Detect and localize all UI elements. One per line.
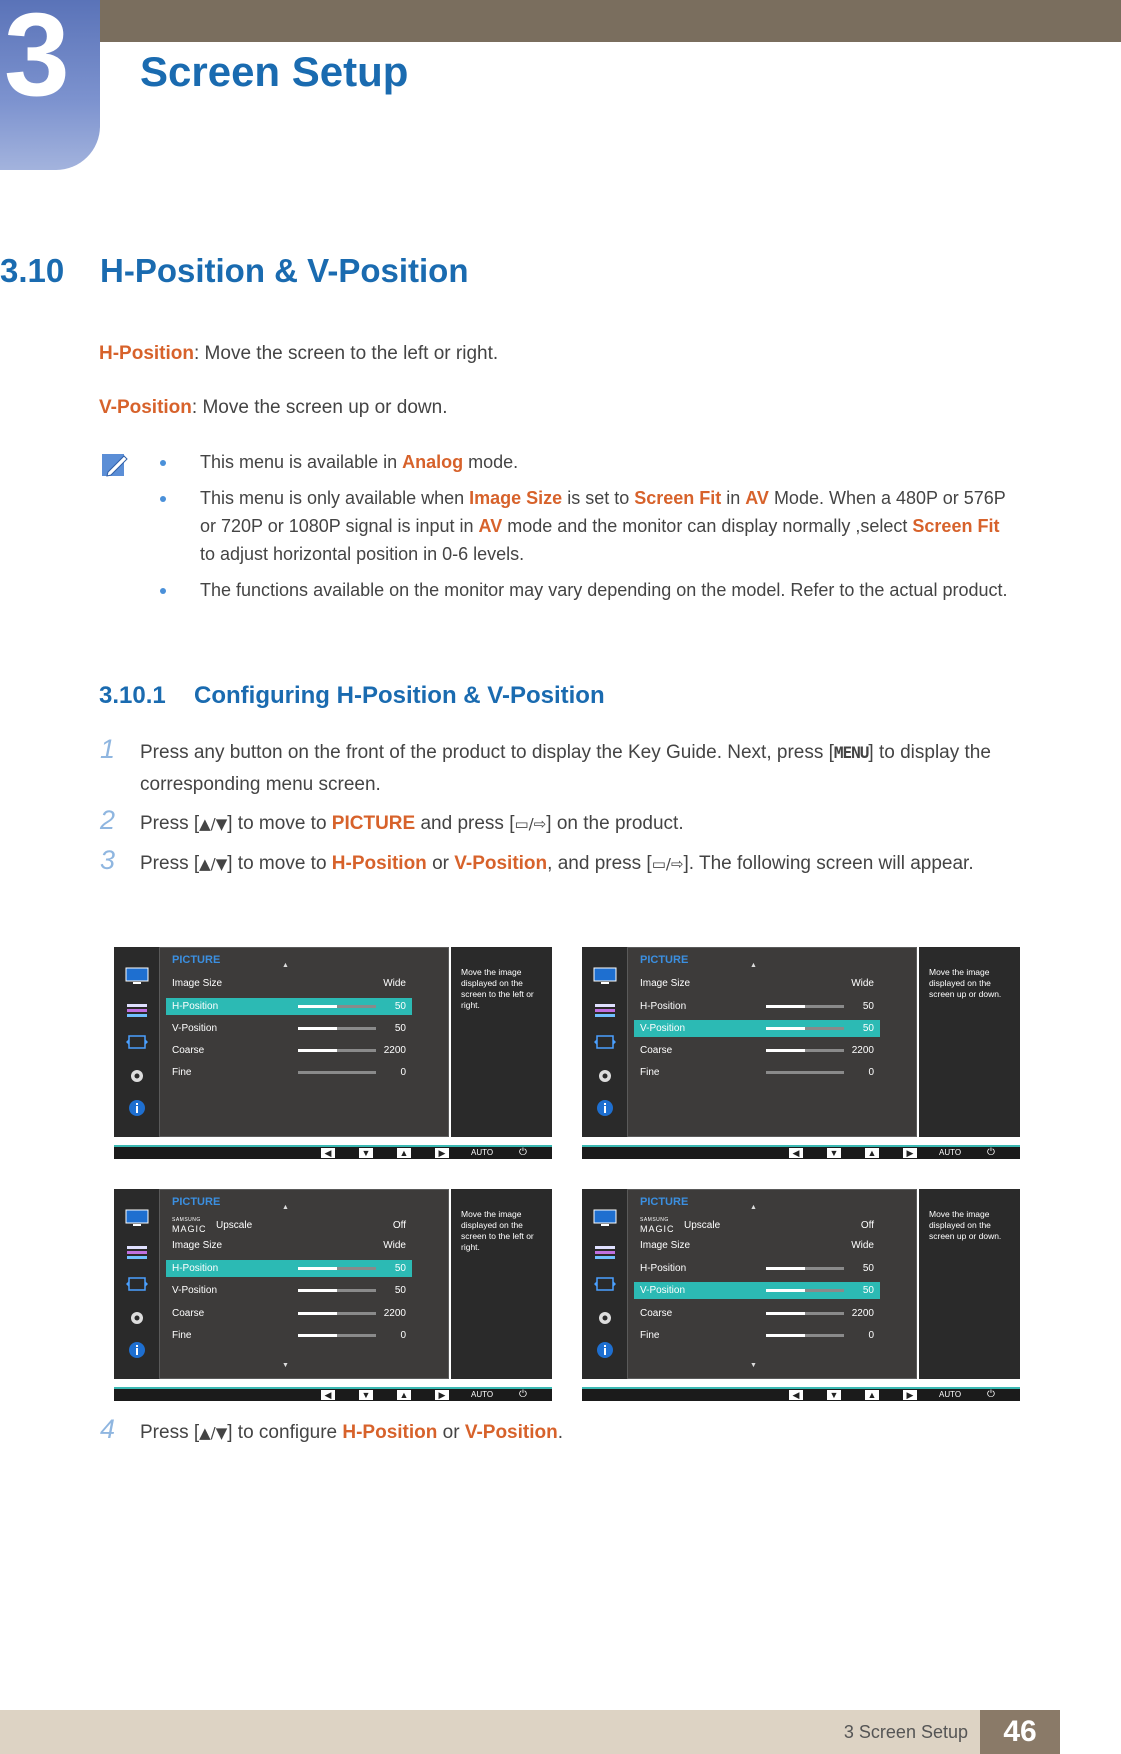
section-number: 3.10 [0, 252, 65, 289]
info-icon [125, 1341, 149, 1359]
right-key-icon[interactable]: ▶ [435, 1390, 449, 1400]
position-icon [593, 1275, 617, 1293]
osd-row-fine[interactable]: Fine 0 [172, 1067, 406, 1078]
info-icon [125, 1099, 149, 1117]
osd-key-guide [582, 1387, 1020, 1401]
slider-fill [766, 1312, 805, 1315]
slider-track[interactable] [766, 1289, 844, 1292]
osd-help-panel [919, 947, 1020, 1137]
osd-menu-panel [627, 947, 917, 1137]
osd-menu-panel [159, 947, 449, 1137]
slider-track[interactable] [766, 1049, 844, 1052]
slider-track[interactable] [298, 1334, 376, 1337]
up-key-icon[interactable]: ▲ [865, 1148, 879, 1158]
chapter-badge [0, 0, 100, 170]
scroll-down-icon: ▼ [282, 1362, 289, 1369]
page-number: 46 [980, 1710, 1060, 1754]
auto-key[interactable]: AUTO [471, 1390, 494, 1399]
slider-fill [298, 1005, 337, 1008]
note-icon [100, 450, 130, 480]
left-key-icon[interactable]: ◀ [789, 1390, 803, 1400]
scroll-down-icon: ▼ [750, 1362, 757, 1369]
chapter-title: Screen Setup [140, 48, 409, 95]
def-v-position [99, 397, 448, 419]
slider-fill [298, 1312, 337, 1315]
left-key-icon[interactable]: ◀ [321, 1148, 335, 1158]
samsung-logo: SAMSUNG [640, 1217, 669, 1223]
monitor-icon [125, 967, 149, 985]
right-key-icon[interactable]: ▶ [903, 1390, 917, 1400]
up-key-icon[interactable]: ▲ [397, 1148, 411, 1158]
osd-menu-title: PICTURE [640, 1196, 689, 1208]
chapter-number: 3 [4, 0, 70, 121]
power-icon[interactable]: ⏻ [987, 1147, 995, 1158]
gear-icon [125, 1309, 149, 1327]
up-key-icon[interactable]: ▲ [397, 1390, 411, 1400]
osd-row-h-position[interactable]: H-Position 50 [166, 1260, 412, 1277]
osd-key-guide [114, 1145, 552, 1159]
menu-key-icon: MENU [833, 743, 869, 762]
monitor-icon [125, 1209, 149, 1227]
footer-chapter-label: 3 Screen Setup [843, 1722, 968, 1742]
slider-track[interactable] [766, 1027, 844, 1030]
osd-menu-title: PICTURE [172, 1196, 221, 1208]
def-text: : Move the screen up or down. [191, 397, 448, 418]
slider-fill [298, 1334, 337, 1337]
osd-row-image-size[interactable]: Image Size Wide [640, 978, 874, 989]
gear-icon [125, 1067, 149, 1085]
slider-fill [766, 1049, 805, 1052]
slider-track[interactable] [298, 1005, 376, 1008]
osd-key-guide [114, 1387, 552, 1401]
osd-help-panel [451, 1189, 552, 1379]
right-key-icon[interactable]: ▶ [903, 1148, 917, 1158]
osd-row-fine[interactable]: Fine 0 [640, 1330, 874, 1341]
osd-help-text: Move the image displayed on the screen to the left or right. [461, 967, 534, 1010]
color-icon [593, 1243, 617, 1261]
osd-row-v-position[interactable]: V-Position 50 [634, 1282, 880, 1299]
term-h-position: H-Position [99, 343, 194, 364]
info-icon [593, 1099, 617, 1117]
slider-track[interactable] [298, 1289, 376, 1292]
osd-help-text: Move the image displayed on the screen up or down. [929, 1209, 1002, 1241]
step-number: 3 [100, 845, 116, 875]
magic-logo: MAGIC [172, 1224, 207, 1234]
position-icon [125, 1275, 149, 1293]
scroll-up-icon: ▲ [750, 1204, 757, 1211]
note-item: The functions available on the monitor may vary depending on the model. Refer to the actual product. [160, 576, 1010, 604]
osd-row-coarse[interactable]: Coarse 2200 [172, 1308, 406, 1319]
step-4: 4 Press [▲/▼] to configure H-Position or V-Position. [100, 1417, 1030, 1449]
osd-icon-column [114, 947, 159, 1137]
info-icon [593, 1341, 617, 1359]
osd-row-h-position[interactable]: H-Position 50 [166, 998, 412, 1015]
color-icon [125, 1001, 149, 1019]
osd-row-coarse[interactable]: Coarse 2200 [640, 1308, 874, 1319]
osd-screen-v-1 [582, 947, 1020, 1159]
subsection-title [99, 682, 605, 710]
term-v-position: V-Position [99, 397, 192, 418]
left-key-icon[interactable]: ◀ [789, 1148, 803, 1158]
osd-row-coarse[interactable]: Coarse 2200 [172, 1045, 406, 1056]
step-1: 1 Press any button on the front of the product to display the Key Guide. Next, press [MENU] to display the corresponding menu screen. [100, 734, 991, 795]
osd-menu-title: PICTURE [640, 954, 689, 966]
osd-help-panel [451, 947, 552, 1137]
osd-row-image-size[interactable]: Image Size Wide [640, 1240, 874, 1251]
slider-fill [298, 1027, 337, 1030]
color-icon [593, 1001, 617, 1019]
subsection-number: 3.10.1 [99, 682, 166, 709]
right-key-icon[interactable]: ▶ [435, 1148, 449, 1158]
note-item: This menu is available in Analog mode. [160, 448, 1010, 476]
slider-fill [766, 1267, 805, 1270]
slider-fill [766, 1005, 805, 1008]
osd-row-h-position[interactable]: H-Position 50 [640, 1001, 874, 1012]
scroll-up-icon: ▲ [282, 962, 289, 969]
osd-screen-v-2 [582, 1189, 1020, 1401]
scroll-up-icon: ▲ [750, 962, 757, 969]
osd-screen-h-1 [114, 947, 552, 1159]
note-item: This menu is only available when Image Size is set to Screen Fit in AV Mode. When a 480P or 576P or 720P or 1080P signal is input in AV mode and the monitor can display normally ,select Screen Fit to adjust horizontal position in 0-6 levels. [160, 484, 1010, 568]
osd-row-upscale[interactable]: SAMSUNG MAGIC Upscale Off [640, 1217, 874, 1234]
auto-key[interactable]: AUTO [471, 1148, 494, 1157]
slider-track[interactable] [298, 1312, 376, 1315]
monitor-icon [593, 1209, 617, 1227]
osd-menu-title: PICTURE [172, 954, 221, 966]
up-down-arrow-icon: ▲/▼ [199, 855, 228, 873]
osd-row-image-size[interactable]: Image Size Wide [172, 1240, 406, 1251]
monitor-icon [593, 967, 617, 985]
osd-screen-h-2 [114, 1189, 552, 1401]
magic-logo: MAGIC [640, 1224, 675, 1234]
power-icon[interactable]: ⏻ [519, 1147, 527, 1158]
slider-track[interactable] [298, 1071, 376, 1074]
position-icon [125, 1033, 149, 1051]
osd-row-coarse[interactable]: Coarse 2200 [640, 1045, 874, 1056]
slider-track[interactable] [766, 1005, 844, 1008]
osd-row-v-position[interactable]: V-Position 50 [634, 1020, 880, 1037]
left-key-icon[interactable]: ◀ [321, 1390, 335, 1400]
note-list [160, 448, 1010, 612]
slider-fill [766, 1289, 805, 1292]
auto-key[interactable]: AUTO [939, 1390, 962, 1399]
enter-source-icon: ▭/⇨ [514, 815, 547, 833]
slider-track[interactable] [298, 1027, 376, 1030]
up-down-arrow-icon: ▲/▼ [199, 815, 228, 833]
osd-row-h-position[interactable]: H-Position 50 [640, 1263, 874, 1274]
slider-track[interactable] [298, 1049, 376, 1052]
osd-help-panel [919, 1189, 1020, 1379]
osd-icon-column [582, 1189, 627, 1379]
osd-row-image-size[interactable]: Image Size Wide [172, 978, 406, 989]
slider-fill [766, 1334, 805, 1337]
def-h-position [99, 343, 498, 365]
osd-row-upscale[interactable]: SAMSUNG MAGIC Upscale Off [172, 1217, 406, 1234]
page-footer [0, 1710, 1060, 1754]
gear-icon [593, 1309, 617, 1327]
osd-menu-panel [627, 1189, 917, 1379]
section-title [0, 252, 469, 290]
down-key-icon[interactable]: ▼ [359, 1148, 373, 1158]
enter-source-icon: ▭/⇨ [651, 855, 684, 873]
slider-fill [766, 1027, 805, 1030]
slider-track[interactable] [766, 1334, 844, 1337]
step-number: 1 [100, 734, 116, 764]
samsung-logo: SAMSUNG [172, 1217, 201, 1223]
step-number: 2 [100, 805, 116, 835]
osd-icon-column [114, 1189, 159, 1379]
slider-track[interactable] [766, 1312, 844, 1315]
power-icon[interactable]: ⏻ [519, 1389, 527, 1400]
osd-key-guide [582, 1145, 1020, 1159]
up-down-arrow-icon: ▲/▼ [199, 1424, 228, 1442]
slider-fill [298, 1049, 337, 1052]
up-key-icon[interactable]: ▲ [865, 1390, 879, 1400]
gear-icon [593, 1067, 617, 1085]
osd-row-fine[interactable]: Fine 0 [640, 1067, 874, 1078]
down-key-icon[interactable]: ▼ [359, 1390, 373, 1400]
osd-help-text: Move the image displayed on the screen to the left or right. [461, 1209, 534, 1252]
down-key-icon[interactable]: ▼ [827, 1390, 841, 1400]
step-number: 4 [100, 1414, 116, 1444]
top-bar [0, 0, 1121, 42]
osd-row-v-position[interactable]: V-Position 50 [172, 1023, 406, 1034]
power-icon[interactable]: ⏻ [987, 1389, 995, 1400]
osd-row-fine[interactable]: Fine 0 [172, 1330, 406, 1341]
slider-track[interactable] [298, 1267, 376, 1270]
osd-icon-column [582, 947, 627, 1137]
def-text: : Move the screen to the left or right. [194, 343, 499, 364]
scroll-up-icon: ▲ [282, 1204, 289, 1211]
color-icon [125, 1243, 149, 1261]
slider-fill [298, 1267, 337, 1270]
osd-menu-panel [159, 1189, 449, 1379]
slider-track[interactable] [766, 1267, 844, 1270]
slider-track[interactable] [766, 1071, 844, 1074]
down-key-icon[interactable]: ▼ [827, 1148, 841, 1158]
osd-row-v-position[interactable]: V-Position 50 [172, 1285, 406, 1296]
step-3: 3 Press [▲/▼] to move to H-Position or V-Position, and press [▭/⇨]. The following screen will appear. [100, 848, 1030, 880]
step-2: 2 Press [▲/▼] to move to PICTURE and press [▭/⇨] on the product. [100, 808, 1030, 840]
slider-fill [298, 1289, 337, 1292]
section-title-text: H-Position & V-Position [100, 252, 469, 289]
subsection-title-text: Configuring H-Position & V-Position [194, 682, 605, 709]
auto-key[interactable]: AUTO [939, 1148, 962, 1157]
position-icon [593, 1033, 617, 1051]
osd-help-text: Move the image displayed on the screen up or down. [929, 967, 1002, 999]
